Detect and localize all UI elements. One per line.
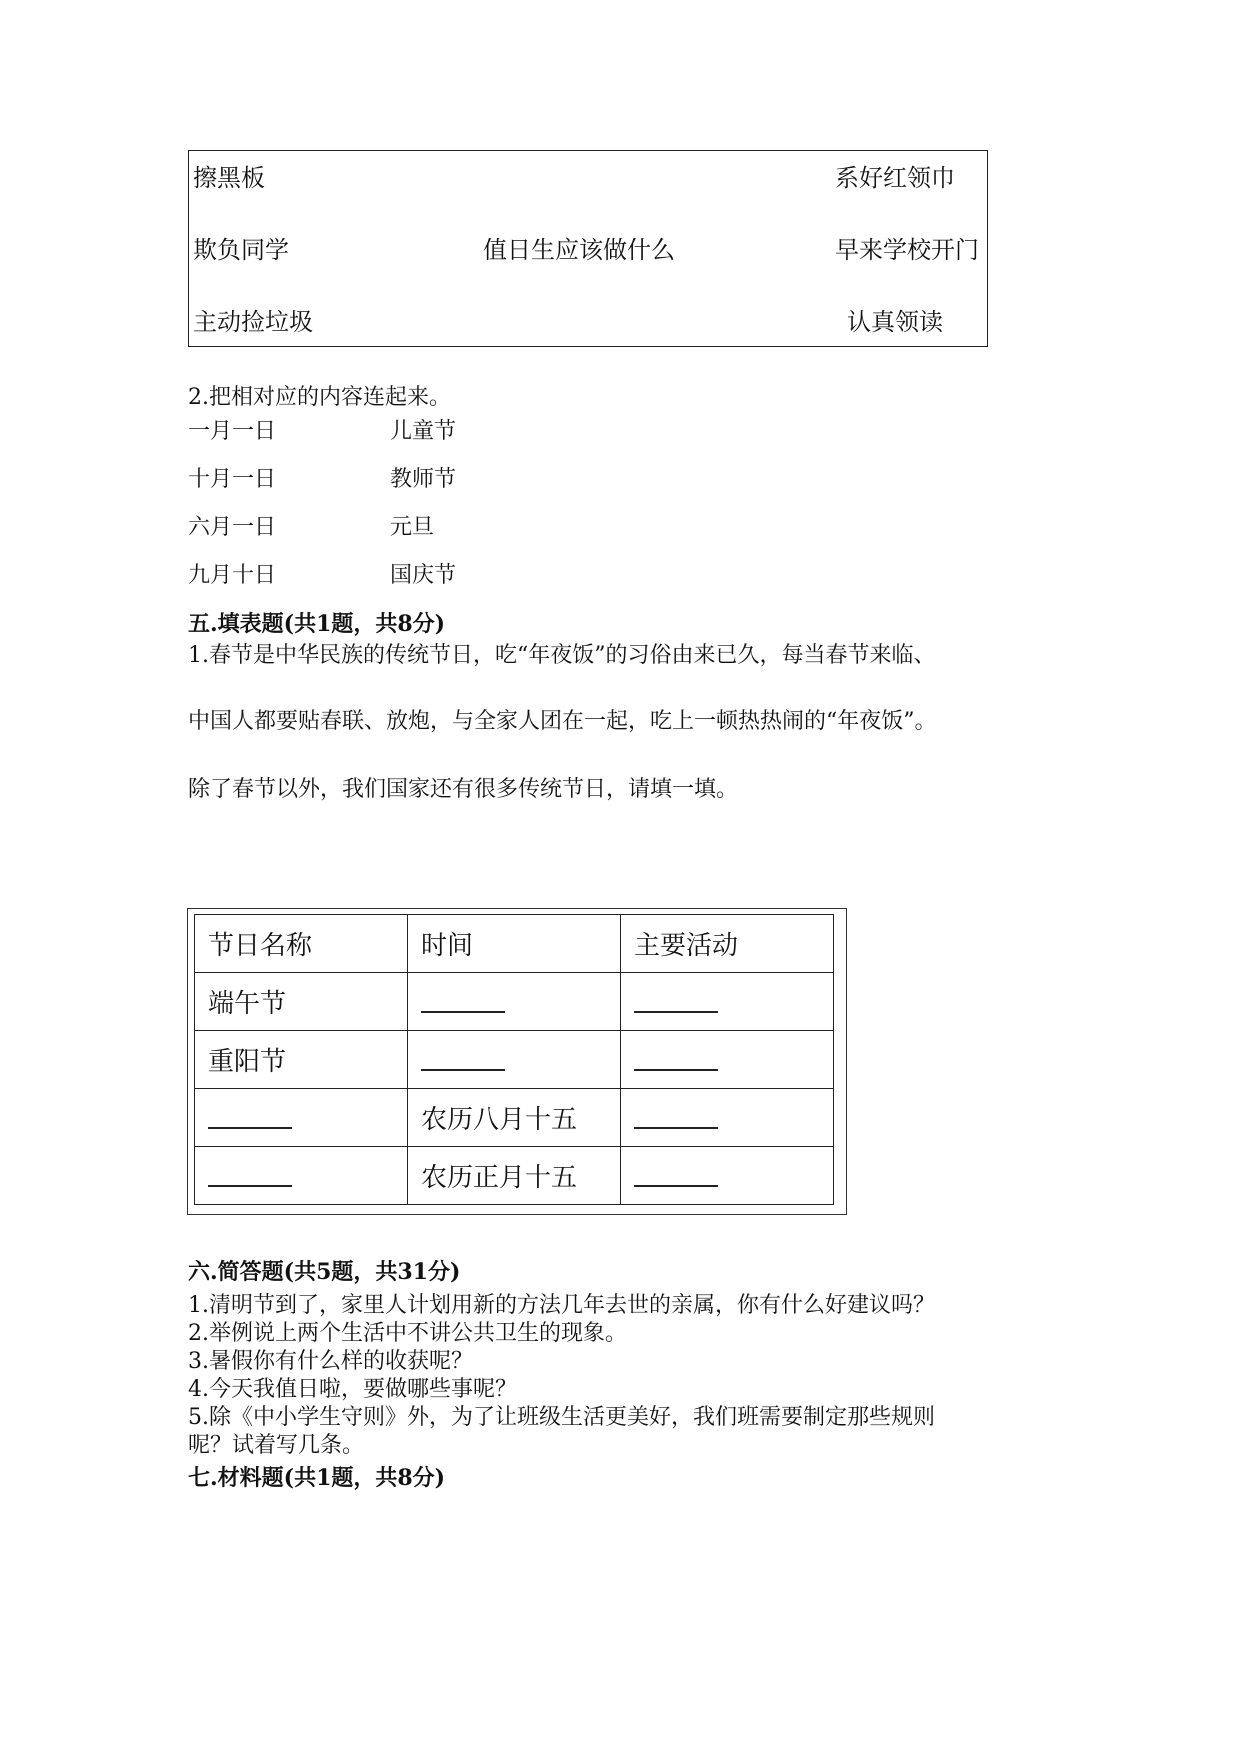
answer-blank[interactable] (634, 1165, 718, 1187)
table-row (195, 1031, 834, 1089)
duty-item: 早来学校开门 (835, 236, 979, 264)
answer-blank[interactable] (634, 1107, 718, 1129)
section-heading: 五.填表题(共1题，共8分) (188, 611, 446, 637)
duty-item: 认真领读 (847, 308, 943, 336)
section-heading: 六.简答题(共5题，共31分) (188, 1259, 461, 1285)
blank-cell[interactable] (621, 1031, 834, 1089)
duty-sort-box (188, 150, 988, 347)
match-festival: 元旦 (390, 515, 435, 540)
table-cell: 农历正月十五 (408, 1147, 621, 1205)
match-date: 十月一日 (188, 467, 277, 492)
answer-blank[interactable] (421, 1049, 505, 1071)
answer-blank[interactable] (634, 991, 718, 1013)
blank-cell[interactable] (621, 1089, 834, 1147)
question-text: 除了春节以外，我们国家还有很多传统节日，请填一填。 (188, 777, 739, 802)
blank-cell[interactable] (621, 1147, 834, 1205)
duty-item: 擦黑板 (193, 164, 265, 192)
festival-table-frame (187, 908, 847, 1215)
duty-item: 主动捡垃圾 (193, 308, 313, 336)
question-text: 呢？试着写几条。 (188, 1433, 365, 1458)
duty-center-label: 值日生应该做什么 (483, 236, 675, 264)
blank-cell[interactable] (195, 1089, 408, 1147)
answer-blank[interactable] (208, 1165, 292, 1187)
festival-table (194, 914, 834, 1205)
match-date: 六月一日 (188, 515, 277, 540)
blank-cell[interactable] (195, 1147, 408, 1205)
blank-cell[interactable] (408, 973, 621, 1031)
table-header: 节日名称 (195, 915, 408, 973)
section-heading: 七.材料题(共1题，共8分) (188, 1465, 446, 1491)
duty-item: 系好红领巾 (835, 164, 955, 192)
question-text: 4.今天我值日啦，要做哪些事呢？ (188, 1377, 517, 1402)
question-text: 5.除《中小学生守则》外，为了让班级生活更美好，我们班需要制定那些规则 (188, 1405, 935, 1430)
table-header: 时间 (408, 915, 621, 973)
match-festival: 儿童节 (390, 419, 457, 444)
table-cell: 农历八月十五 (408, 1089, 621, 1147)
duty-item: 欺负同学 (193, 236, 289, 264)
blank-cell[interactable] (408, 1031, 621, 1089)
question-text: 1.春节是中华民族的传统节日，吃“年夜饭”的习俗由来已久，每当春节来临、 (188, 643, 936, 668)
table-row (195, 973, 834, 1031)
table-row (195, 1147, 834, 1205)
question-text: 1.清明节到了，家里人计划用新的方法几年去世的亲属，你有什么好建议吗？ (188, 1293, 935, 1318)
match-festival: 教师节 (390, 467, 457, 492)
table-cell: 重阳节 (195, 1031, 408, 1089)
match-festival: 国庆节 (390, 563, 457, 588)
question-text: 3.暑假你有什么样的收获呢？ (188, 1349, 473, 1374)
answer-blank[interactable] (208, 1107, 292, 1129)
table-header: 主要活动 (621, 915, 834, 973)
table-cell: 端午节 (195, 973, 408, 1031)
table-row (195, 1089, 834, 1147)
blank-cell[interactable] (621, 973, 834, 1031)
table-header-row (195, 915, 834, 973)
match-date: 一月一日 (188, 419, 277, 444)
question-text: 2.举例说上两个生活中不讲公共卫生的现象。 (188, 1321, 627, 1346)
question-prompt: 2.把相对应的内容连起来。 (188, 385, 451, 410)
answer-blank[interactable] (634, 1049, 718, 1071)
match-date: 九月十日 (188, 563, 277, 588)
question-text: 中国人都要贴春联、放炮，与全家人团在一起，吃上一顿热热闹的“年夜饭”。 (188, 709, 937, 734)
answer-blank[interactable] (421, 991, 505, 1013)
